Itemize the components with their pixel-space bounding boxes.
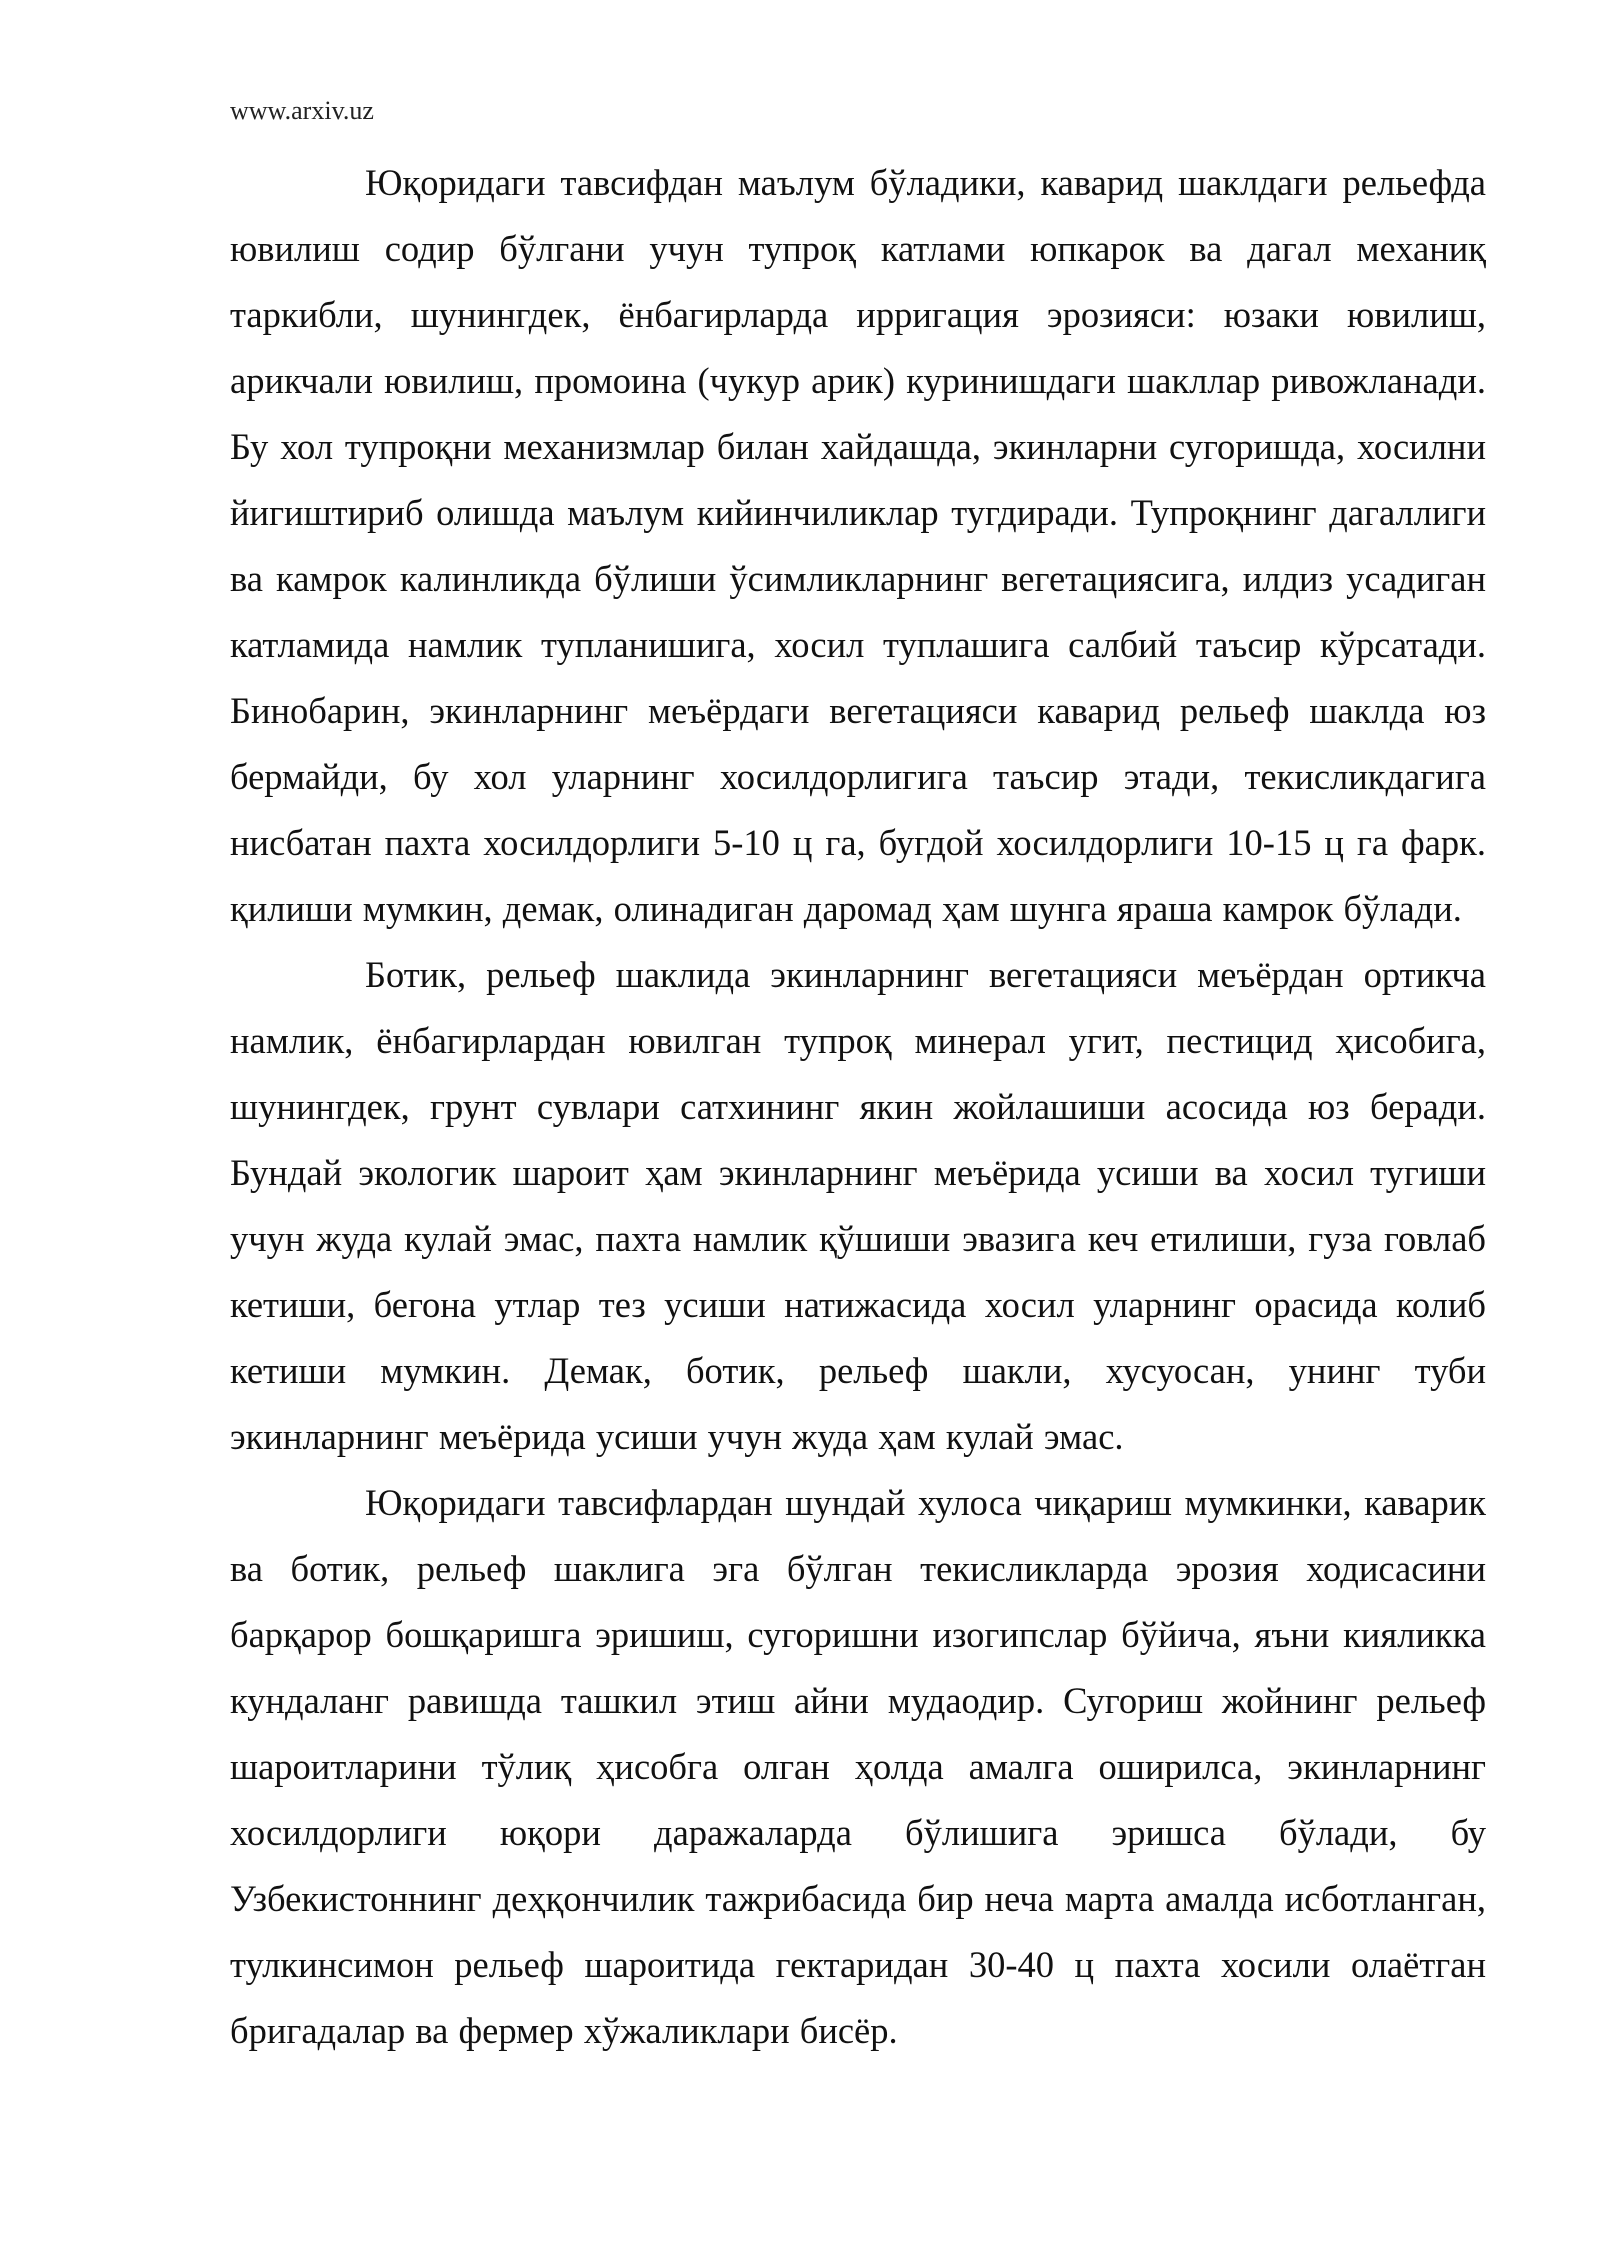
paragraph-1: Юқоридаги тавсифдан маълум бўладики, каварид шаклдаги рельефда ювилиш содир бўлгани учун тупроқ катлами юпкарок ва дагал механиқ таркибли, шунингдек, ёнбагирларда ирригация эрозияси: юзаки ювилиш, арикчали ювилиш, промоина (чукур арик) куринишдаги шакллар ривожланади. Бу хол тупроқни механизмлар билан хайдашда, экинларни сугоришда, хосилни йигиштириб олишда маълум кийинчиликлар тугдиради. Тупроқнинг дагаллиги ва камрок калинликда бўлиши ўсимликларнинг вегетациясига, илдиз усадиган катламида намлик тупланишига, хосил туплашига салбий таъсир кўрсатади. Бинобарин, экинларнинг меъёрдаги вегетацияси каварид рельеф шаклда юз бермайди, бу хол уларнинг хосилдорлигига таъсир этади, текисликдагига нисбатан пахта хосилдорлиги 5-10 ц га, бугдой хосилдорлиги 10-15 ц га фарк. қилиши мумкин, демак, олинадиган даромад ҳам шунга яраша камрок бўлади. — [230, 162, 1486, 929]
document-body — [230, 150, 1486, 2064]
paragraph-2: Ботик, рельеф шаклида экинларнинг вегетацияси меъёрдан ортикча намлик, ёнбагирлардан ювилган тупроқ минерал угит, пестицид ҳисобига, шунингдек, грунт сувлари сатхининг якин жойлашиши асосида юз беради. Бундай экологик шароит ҳам экинларнинг меъёрида усиши ва хосил тугиши учун жуда кулай эмас, пахта намлик қўшиши эвазига кеч етилиши, гуза говлаб кетиши, бегона утлар тез усиши натижасида хосил уларнинг орасида колиб кетиши мумкин. Демак, ботик, рельеф шакли, хусуосан, унинг туби экинларнинг меъёрида усиши учун жуда ҳам кулай эмас. — [230, 954, 1486, 1457]
paragraph-3: Юқоридаги тавсифлардан шундай хулоса чиқариш мумкинки, каварик ва ботик, рельеф шаклига эга бўлган текисликларда эрозия ходисасини барқарор бошқаришга эришиш, сугоришни изогипслар бўйича, яъни кияликка кундаланг равишда ташкил этиш айни мудаодир. Сугориш жойнинг рельеф шароитларини тўлиқ ҳисобга олган ҳолда амалга оширилса, экинларнинг хосилдорлиги юқори даражаларда бўлишига эришса бўлади, бу Узбекистоннинг деҳқончилик тажрибасида бир неча марта амалда исботланган, тулкинсимон рельеф шароитида гектаридан 30-40 ц пахта хосили олаётган бригадалар ва фермер хўжаликлари бисёр. — [230, 1482, 1486, 2051]
site-url-header: www.arxiv.uz — [230, 96, 374, 125]
